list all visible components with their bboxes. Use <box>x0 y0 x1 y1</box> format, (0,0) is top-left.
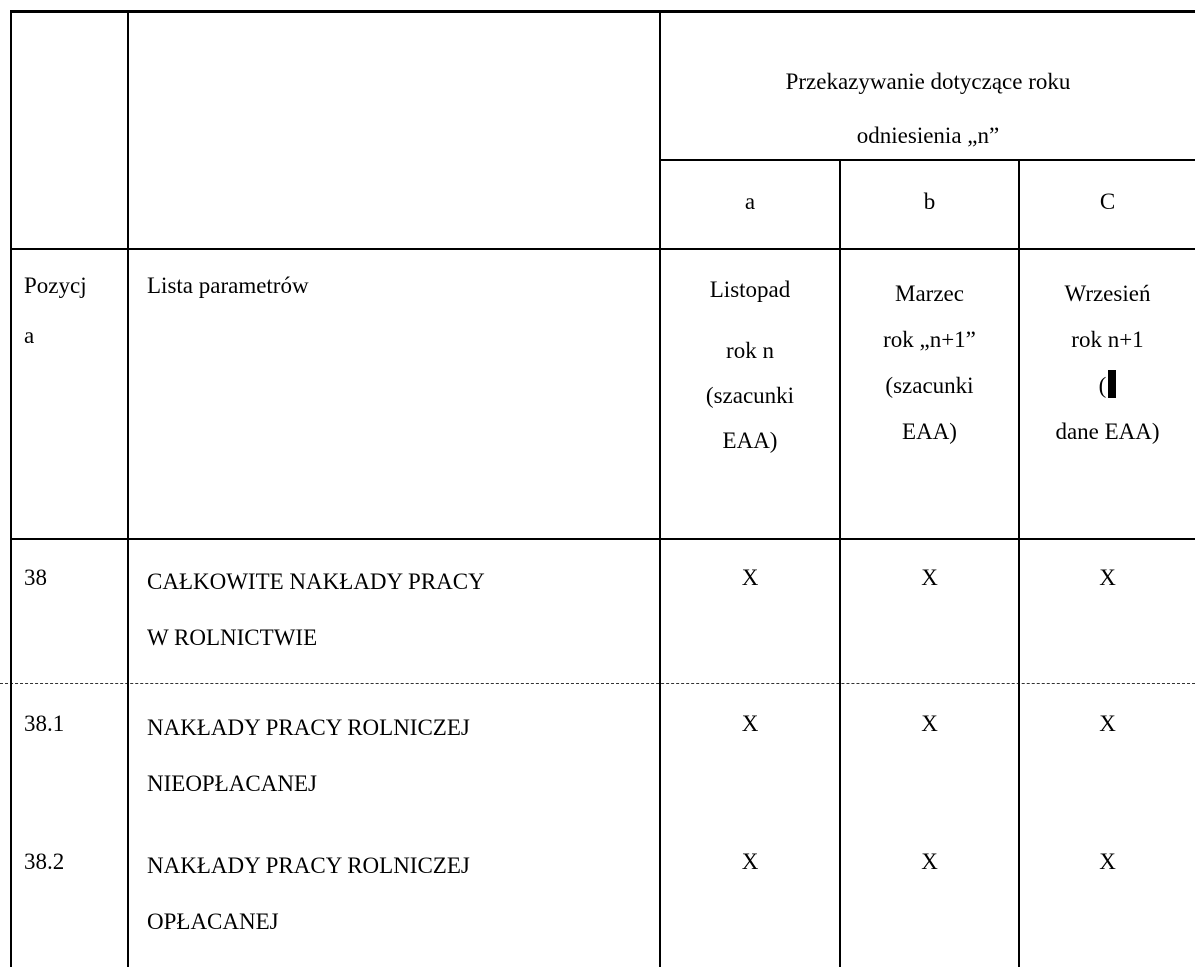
col-b-line2: rok „n+1” <box>883 327 976 352</box>
text-cursor-block <box>1108 370 1116 398</box>
col-letter-a: a <box>744 189 756 214</box>
col-letter-b: b <box>923 189 936 214</box>
param-list-header: Lista parametrów <box>147 273 309 298</box>
col-b-description <box>841 271 1018 455</box>
col-letter-c: C <box>1099 189 1116 214</box>
col-a-line4: EAA) <box>722 428 778 453</box>
position-header-line1: Pozycj <box>24 273 87 298</box>
row-38-2-c: X <box>1099 849 1116 874</box>
position-header <box>24 261 124 361</box>
col-c-description <box>1020 271 1195 455</box>
row-38-2-b: X <box>921 849 938 874</box>
row-dotted-divider <box>0 683 1195 684</box>
row-38-1-a: X <box>741 711 759 736</box>
position-header-line2: a <box>24 323 35 348</box>
col-b-line4: EAA) <box>902 419 957 444</box>
col-a-description <box>661 273 839 463</box>
row-38-1-name-line1: NAKŁADY PRACY ROLNICZEJ <box>147 715 470 740</box>
group-title-line1: Przekazywanie dotyczące roku <box>785 69 1071 94</box>
row-38-name <box>147 554 652 666</box>
row-38-position: 38 <box>24 565 47 590</box>
col-a-line3: (szacunki <box>705 383 795 408</box>
row-38-c: X <box>1099 565 1116 590</box>
col-b-line1: Marzec <box>895 281 964 306</box>
row-38-name-line1: CAŁKOWITE NAKŁADY PRACY <box>147 569 485 594</box>
col-b-line3: (szacunki <box>885 373 974 398</box>
row-38-2-name-line1: NAKŁADY PRACY ROLNICZEJ <box>147 853 470 878</box>
row-38-a: X <box>741 565 759 590</box>
row-38-1-b: X <box>921 711 938 736</box>
group-title-line2: odniesienia „n” <box>856 123 1000 148</box>
table-border-top <box>10 10 1195 13</box>
group-title <box>661 55 1195 163</box>
col-c-line3 <box>1020 363 1195 409</box>
row-38-1-name <box>147 700 652 812</box>
row-38-b: X <box>921 565 938 590</box>
row-38-2-name <box>147 838 652 950</box>
row-38-2-position: 38.2 <box>24 849 65 874</box>
row-38-2-name-line2: OPŁACANEJ <box>147 909 279 934</box>
row-38-2-a: X <box>741 849 759 874</box>
row-38-1-name-line2: NIEOPŁACANEJ <box>147 771 317 796</box>
row-38-1-c: X <box>1099 711 1116 736</box>
col-a-line2: rok n <box>726 338 774 363</box>
col-a-line1: Listopad <box>709 277 791 302</box>
col-c-line2: rok n+1 <box>1071 327 1144 352</box>
col-c-paren: ( <box>1098 373 1107 398</box>
col-c-line4: dane EAA) <box>1055 419 1160 444</box>
col-c-line1: Wrzesień <box>1064 281 1151 306</box>
table-border-left <box>10 10 12 967</box>
row-38-name-line2: W ROLNICTWIE <box>147 625 318 650</box>
col-divider-pos <box>127 10 129 967</box>
row-38-1-position: 38.1 <box>24 711 65 736</box>
